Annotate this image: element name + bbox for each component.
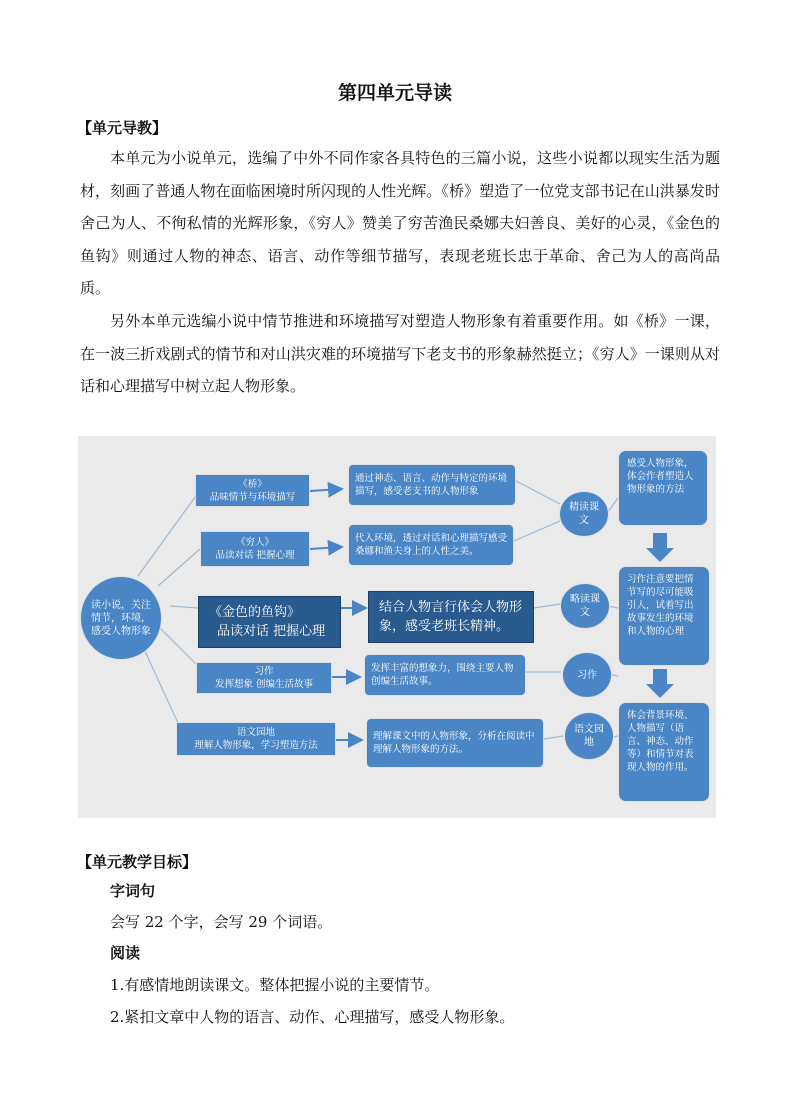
row-title: 习作 [254,666,274,677]
page-title: 第四单元导读 [337,82,452,104]
row-subtitle: 品读对话 把握心理 [215,550,295,561]
connector-line [170,606,198,608]
row-node-writing [196,662,332,694]
desc-node-writing [364,654,526,696]
desc-node-golden-hook [368,591,534,643]
desc-node-chinese-garden [366,718,544,768]
row-title: 《金色的鱼钩》 [209,605,301,620]
connector-line [158,626,198,666]
connector-line [514,521,560,541]
side-note-garden [618,702,710,802]
row-subtitle: 品读对话 把握心理 [217,624,326,639]
desc-node-poor-people [348,524,514,566]
row-title: 《穷人》 [235,537,274,548]
row-description: 通过神态、语言、动作与特定的环境描写，感受老支书的人物形象 [355,473,508,497]
circle-chinese-garden [564,712,614,760]
connector-line [608,498,618,512]
row-subtitle: 理解人物形象，学习塑造方法 [194,740,318,751]
side-note-writing [618,566,710,666]
connector-line [534,604,560,608]
arrow-right [310,547,340,549]
unit-goals-heading: 【单元教学目标】 [77,853,198,871]
goals-subheading-reading: 阅读 [110,944,141,962]
side-note-text: 感受人物形象，体会作者塑造人物形象的方法 [627,458,694,495]
unit-guide-paragraph-2: 另外本单元选编小说中情节推进和环境描写对塑造人物形象有着重要作用。如《桥》一课，在一波三折戏剧式的情节和对山洪灾难的环境描写下老支书的形象赫然挺立；《穷人》一课则从对话和心理描写中树立起人物形象。 [80,312,720,395]
row-node-bridge [195,474,310,507]
center-node-read-novel [80,576,162,660]
circle-skim-reading [560,583,610,629]
row-node-golden-hook [198,596,341,648]
side-note-text: 习作注意要把情节写的尽可能吸引人，试着写出故事发生的环境和人物的心理 [627,574,694,637]
row-description: 理解课文中的人物形象，分析在阅读中理解人物形象的方法。 [373,731,535,755]
row-node-poor-people [200,531,310,567]
unit-guide-paragraph-1: 本单元为小说单元，选编了中外不同作家各具特色的三篇小说，这些小说都以现实生活为题材，刻画了普通人物在面临困境时所闪现的人性光辉。《桥》塑造了一位党支部书记在山洪暴发时舍己为人、不徇私情的光辉形象，《穷人》赞美了穷苦渔民桑娜夫妇善良、美好的心灵，《金色的鱼钩》则通过人物的神态、语言、动作等细节描写，表现老班长忠于革命、舍己为人的高尚品质。 [80,149,720,297]
circle-writing [562,652,612,698]
row-description: 代入环境，透过对话和心理描写感受桑娜和渔夫身上的人性之美。 [355,533,508,557]
connector-line [158,549,200,586]
row-description: 结合人物言行体会人物形象，感受老班长精神。 [379,600,523,634]
row-title: 《桥》 [238,478,267,490]
arrow-right [310,489,340,491]
circle-label: 习作 [577,669,597,681]
row-description: 发挥丰富的想象力，围绕主要人物创编生活故事。 [371,663,514,687]
goals-reading-item-2: 2.紧扣文章中人物的语言、动作、心理描写，感受人物形象。 [110,1008,515,1026]
desc-node-bridge [348,464,516,506]
row-title: 语文园地 [236,727,275,738]
down-arrow-icon [646,669,674,698]
circle-intensive-reading [559,491,609,537]
unit-structure-diagram [78,436,716,818]
unit-guide-heading: 【单元导教】 [77,119,168,137]
circle-label: 精读课文 [569,502,599,526]
connector-line [138,493,198,576]
connector-line [516,481,560,504]
row-node-chinese-garden [176,722,336,756]
circle-label: 语文园地 [574,724,604,748]
goals-reading-item-1: 1.有感情地朗读课文。整体把握小说的主要情节。 [110,976,440,994]
goals-subheading-words: 字词句 [110,882,156,900]
side-note-text: 体会背景环境、人物描写（语言、神态、动作等）和情节对表现人物的作用。 [627,710,694,773]
center-node-label: 读小说，关注情节，环境，感受人物形象 [91,599,151,637]
row-subtitle: 品味情节与环境描写 [209,491,296,503]
side-note-intensive [618,450,708,526]
row-subtitle: 发挥想象 创编生活故事 [214,679,314,690]
circle-label: 略读课文 [570,594,600,618]
goals-words-line: 会写 22 个字，会写 29 个词语。 [110,913,333,931]
connector-line [544,736,563,739]
down-arrow-icon [646,533,674,562]
